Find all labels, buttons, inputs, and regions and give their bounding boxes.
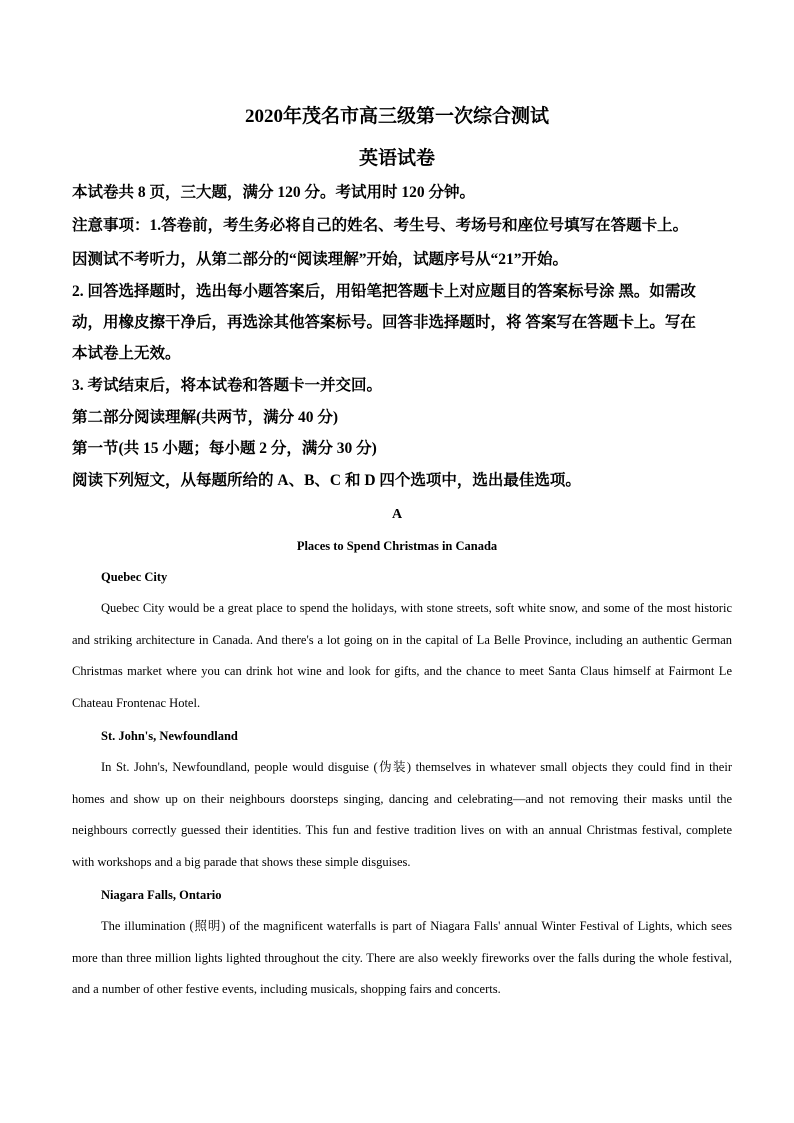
instruction-line: 因测试不考听力，从第二部分的“阅读理解”开始，试题序号从“21”开始。 — [72, 251, 569, 268]
place-paragraph: The illumination (照明) of the magnificent waterfalls is part of Niagara Falls' annual Winter Festival of Lights, which sees more than three million lights lighted throughout the city. There are also weekly fireworks over the falls during the whole festival, and a number of other festive events, including musicals, shopping fairs and concerts. — [72, 919, 732, 997]
place-heading: Quebec City — [101, 570, 168, 584]
section-letter: A — [391, 507, 403, 522]
instruction-line: 第一节(共 15 小题；每小题 2 分，满分 30 分) — [72, 440, 377, 457]
place-paragraph: Quebec City would be a great place to spend the holidays, with stone streets, soft white snow, and some of the most historic and striking architecture in Canada. And there's a lot going on in the capital of La Belle Province, including an authentic German Christmas market where you can drink hot wine and look for gifts, and the chance to meet Santa Claus himself at Fairmont Le Chateau Frontenac Hotel. — [72, 601, 732, 711]
place-heading: Niagara Falls, Ontario — [101, 888, 222, 902]
exam-title: 2020年茂名市高三级第一次综合测试 — [244, 106, 549, 127]
instruction-line: 阅读下列短文，从每题所给的 A、B、C 和 D 四个选项中，选出最佳选项。 — [72, 472, 581, 489]
place-paragraph: In St. John's, Newfoundland, people would disguise (伪装) themselves in whatever small objects they could find in their homes and show up on their neighbours doorsteps singing, dancing and celebrating—and not removing their masks until the neighbours correctly guessed their identities. This fun and festive tradition lives on with an annual Christmas festival, complete with workshops and a big parade that shows these simple disguises. — [72, 760, 732, 870]
instruction-line: 动，用橡皮擦干净后，再选涂其他答案标号。回答非选择题时，将 答案写在答题卡上。写在 — [72, 314, 696, 331]
instruction-line: 3. 考试结束后，将本试卷和答题卡一并交回。 — [72, 377, 383, 394]
place-heading: St. John's, Newfoundland — [101, 729, 238, 743]
instruction-line: 注意事项：1.答卷前，考生务必将自己的姓名、考生号、考场号和座位号填写在答题卡上。 — [72, 217, 689, 234]
instruction-line: 第二部分阅读理解(共两节，满分 40 分) — [72, 409, 339, 426]
instruction-line: 本试卷上无效。 — [72, 345, 181, 362]
exam-subject: 英语试卷 — [358, 148, 435, 169]
instruction-line: 2. 回答选择题时，选出每小题答案后，用铅笔把答题卡上对应题目的答案标号涂 黑。如需改 — [72, 283, 696, 300]
passage-title: Places to Spend Christmas in Canada — [296, 539, 498, 553]
instruction-line: 本试卷共 8 页，三大题，满分 120 分。考试用时 120 分钟。 — [72, 184, 476, 201]
